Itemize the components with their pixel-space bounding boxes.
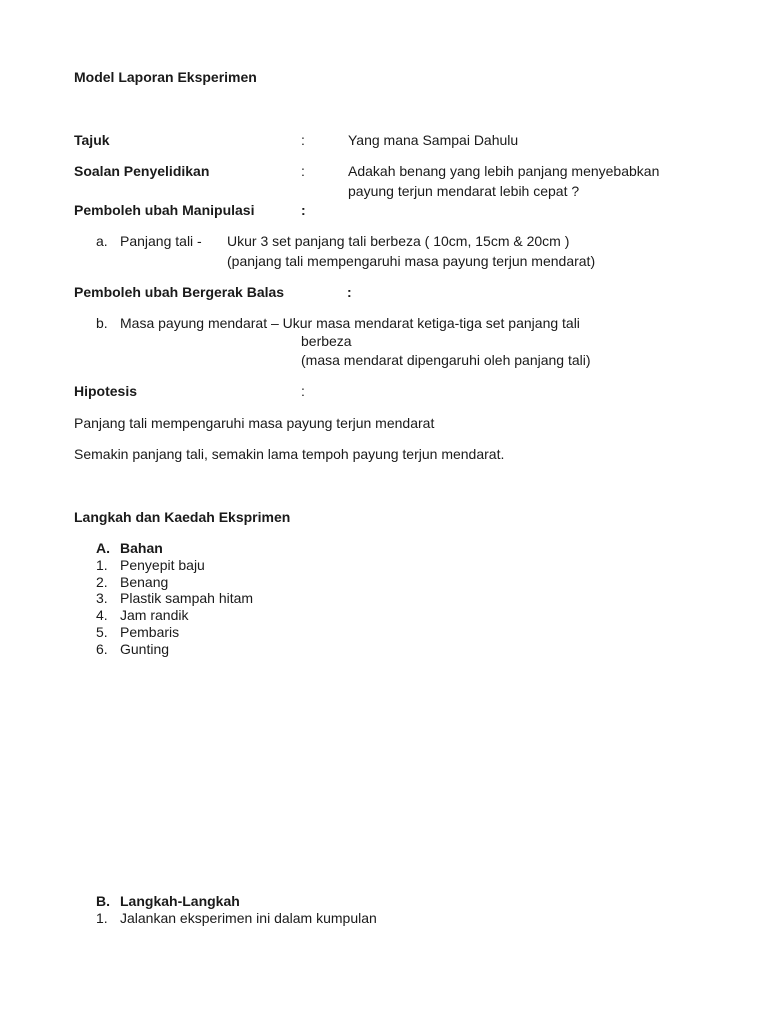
langkah-kaedah-heading: Langkah dan Kaedah Eksprimen <box>74 509 291 525</box>
manipulasi-item-marker: a. <box>96 233 108 249</box>
langkah-item-text: Jalankan eksperimen ini dalam kumpulan <box>120 910 377 926</box>
manipulasi-item-label: Panjang tali - <box>120 233 202 249</box>
langkah-marker: B. <box>96 893 110 909</box>
bahan-item-num: 6. <box>96 641 108 657</box>
bahan-item-num: 5. <box>96 624 108 640</box>
bahan-item-text: Benang <box>120 574 169 590</box>
bahan-item-num: 4. <box>96 607 108 623</box>
manipulasi-colon: : <box>301 202 306 218</box>
bahan-item-num: 1. <box>96 557 108 573</box>
hipotesis-label: Hipotesis <box>74 383 138 399</box>
soalan-colon: : <box>301 163 305 179</box>
soalan-value-line1: Adakah benang yang lebih panjang menyebabkan <box>348 163 660 179</box>
bahan-item-text: Pembaris <box>120 624 180 640</box>
bahan-item-text: Gunting <box>120 641 170 657</box>
bahan-item-num: 2. <box>96 574 108 590</box>
hipotesis-paragraph-2: Semakin panjang tali, semakin lama tempoh payung terjun mendarat. <box>74 446 505 462</box>
bahan-item-text: Plastik sampah hitam <box>120 590 254 606</box>
langkah-item-num: 1. <box>96 910 108 926</box>
soalan-value-line2: payung terjun mendarat lebih cepat ? <box>348 183 580 199</box>
bahan-item-text: Jam randik <box>120 607 189 623</box>
langkah-heading: Langkah-Langkah <box>120 893 240 909</box>
tajuk-label: Tajuk <box>74 132 110 148</box>
bergerak-balas-label: Pemboleh ubah Bergerak Balas <box>74 284 285 300</box>
bergerak-balas-item-marker: b. <box>96 315 108 331</box>
manipulasi-label: Pemboleh ubah Manipulasi <box>74 202 255 218</box>
soalan-label: Soalan Penyelidikan <box>74 163 210 179</box>
manipulasi-item-line1: Ukur 3 set panjang tali berbeza ( 10cm, 15cm & 20cm ) <box>227 233 570 249</box>
bergerak-balas-item-line2: berbeza <box>301 333 352 349</box>
document-title: Model Laporan Eksperimen <box>74 69 257 85</box>
bergerak-balas-item-line3: (masa mendarat dipengaruhi oleh panjang tali) <box>301 352 591 368</box>
hipotesis-colon: : <box>301 383 305 399</box>
manipulasi-item-line2: (panjang tali mempengaruhi masa payung terjun mendarat) <box>227 253 596 269</box>
bahan-marker: A. <box>96 540 110 556</box>
bergerak-balas-item-line1: Masa payung mendarat – Ukur masa mendarat ketiga-tiga set panjang tali <box>120 315 580 331</box>
tajuk-colon: : <box>301 132 305 148</box>
bahan-item-num: 3. <box>96 590 108 606</box>
hipotesis-paragraph-1: Panjang tali mempengaruhi masa payung terjun mendarat <box>74 415 435 431</box>
tajuk-value: Yang mana Sampai Dahulu <box>348 132 519 148</box>
bahan-item-text: Penyepit baju <box>120 557 205 573</box>
bergerak-balas-colon: : <box>347 284 352 300</box>
bahan-heading: Bahan <box>120 540 163 556</box>
